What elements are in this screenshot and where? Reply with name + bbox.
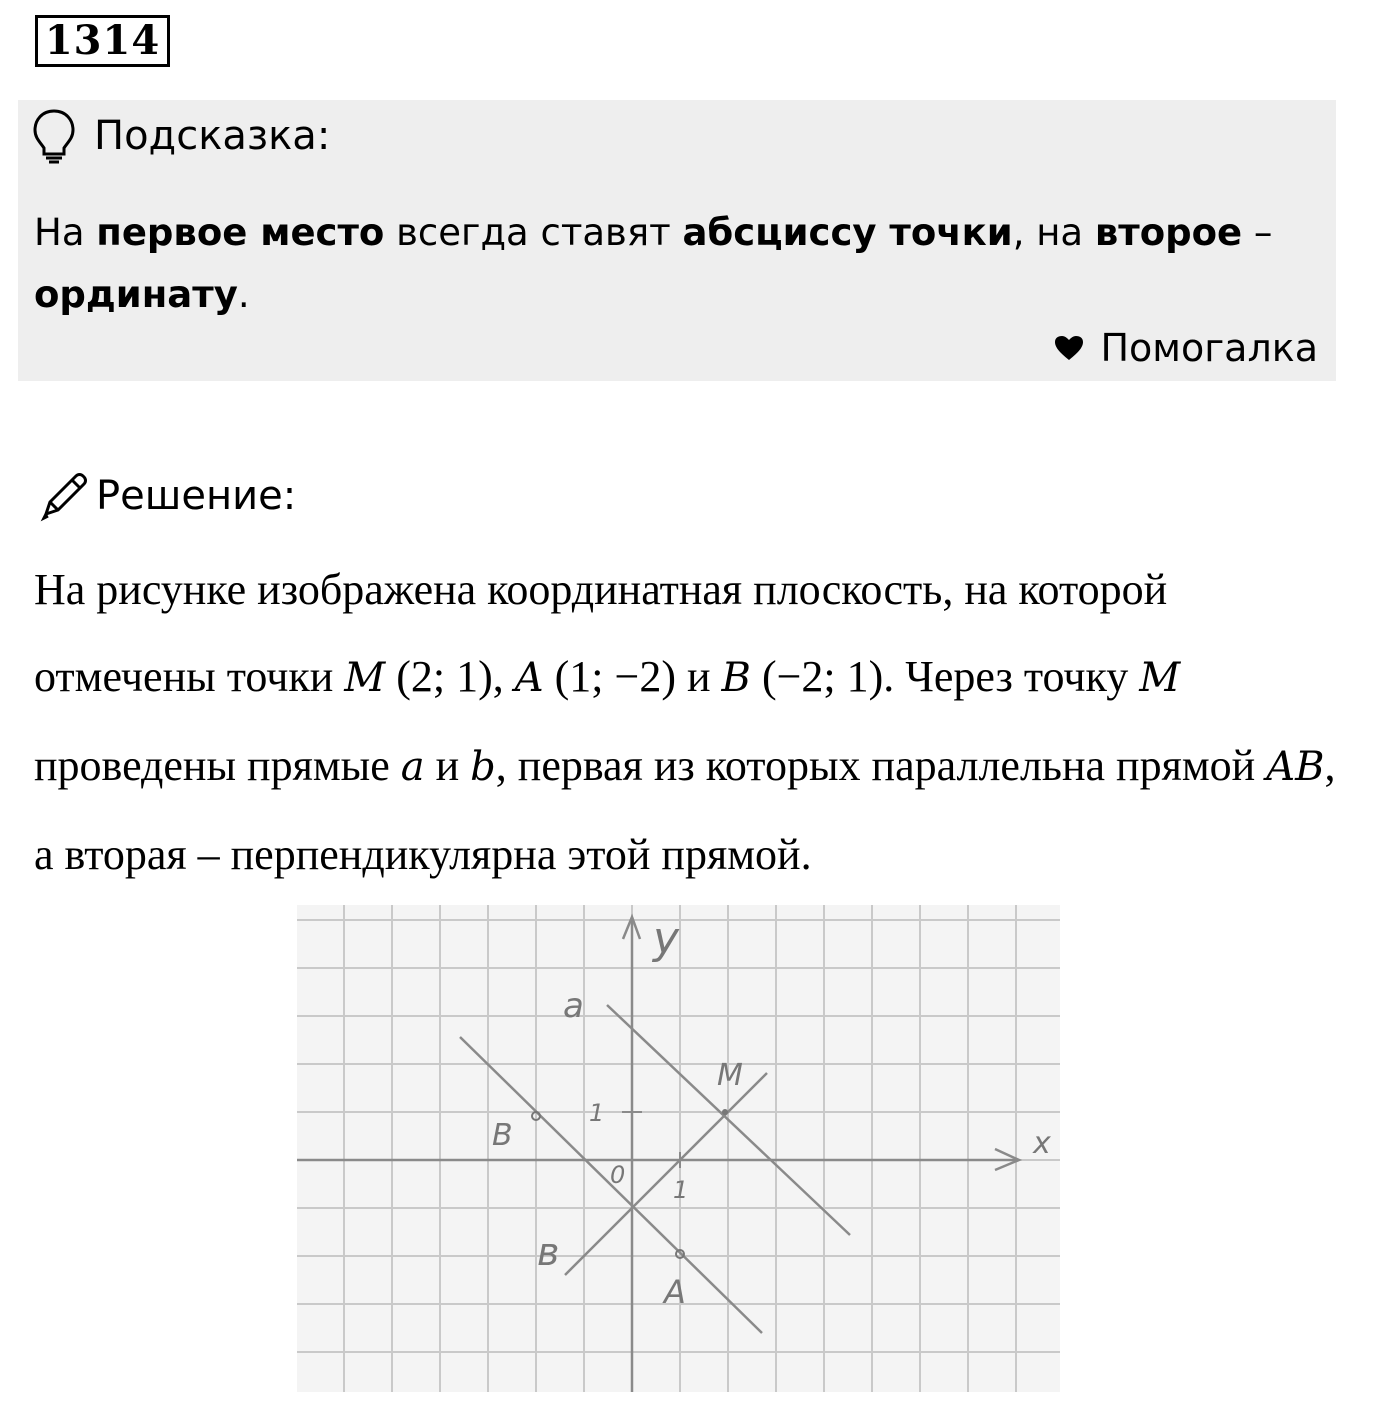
label-b-line: в <box>537 1230 560 1274</box>
point-m <box>722 1109 728 1115</box>
label-m: M <box>717 1058 743 1093</box>
label-b-point: B <box>492 1118 513 1153</box>
hint-header <box>32 108 330 164</box>
coordinate-plane-figure <box>297 905 1060 1392</box>
grid-lines <box>297 905 1060 1392</box>
lightbulb-icon <box>32 108 76 164</box>
pencil-icon <box>38 470 90 522</box>
solution-text: На рисунке изображена координатная плоскость, на которой отмечены точки M (2; 1), A (1; −2) и B (−2; 1). Через точку M проведены прямые a и b, первая из которых параллельна прямой AB, а вторая – перпендикулярна этой прямой. <box>34 565 1336 879</box>
brand-name: Помогалка <box>1100 326 1318 370</box>
label-a-point: A <box>664 1273 686 1311</box>
solution-title: Решение: <box>96 473 297 519</box>
brand-signature <box>1054 326 1318 370</box>
label-zero: 0 <box>610 1161 626 1189</box>
hint-text: На первое место всегда ставят абсциссу точки, на второе – ординату. <box>34 211 1273 316</box>
heart-icon <box>1054 335 1084 361</box>
problem-number: 1314 <box>35 15 170 67</box>
label-a: a <box>563 986 584 1026</box>
label-x: x <box>1033 1126 1051 1161</box>
label-y: y <box>653 913 680 964</box>
solution-header <box>38 470 296 522</box>
label-one-y: 1 <box>589 1099 605 1127</box>
label-one-x: 1 <box>673 1176 689 1204</box>
hint-title: Подсказка: <box>94 113 331 159</box>
